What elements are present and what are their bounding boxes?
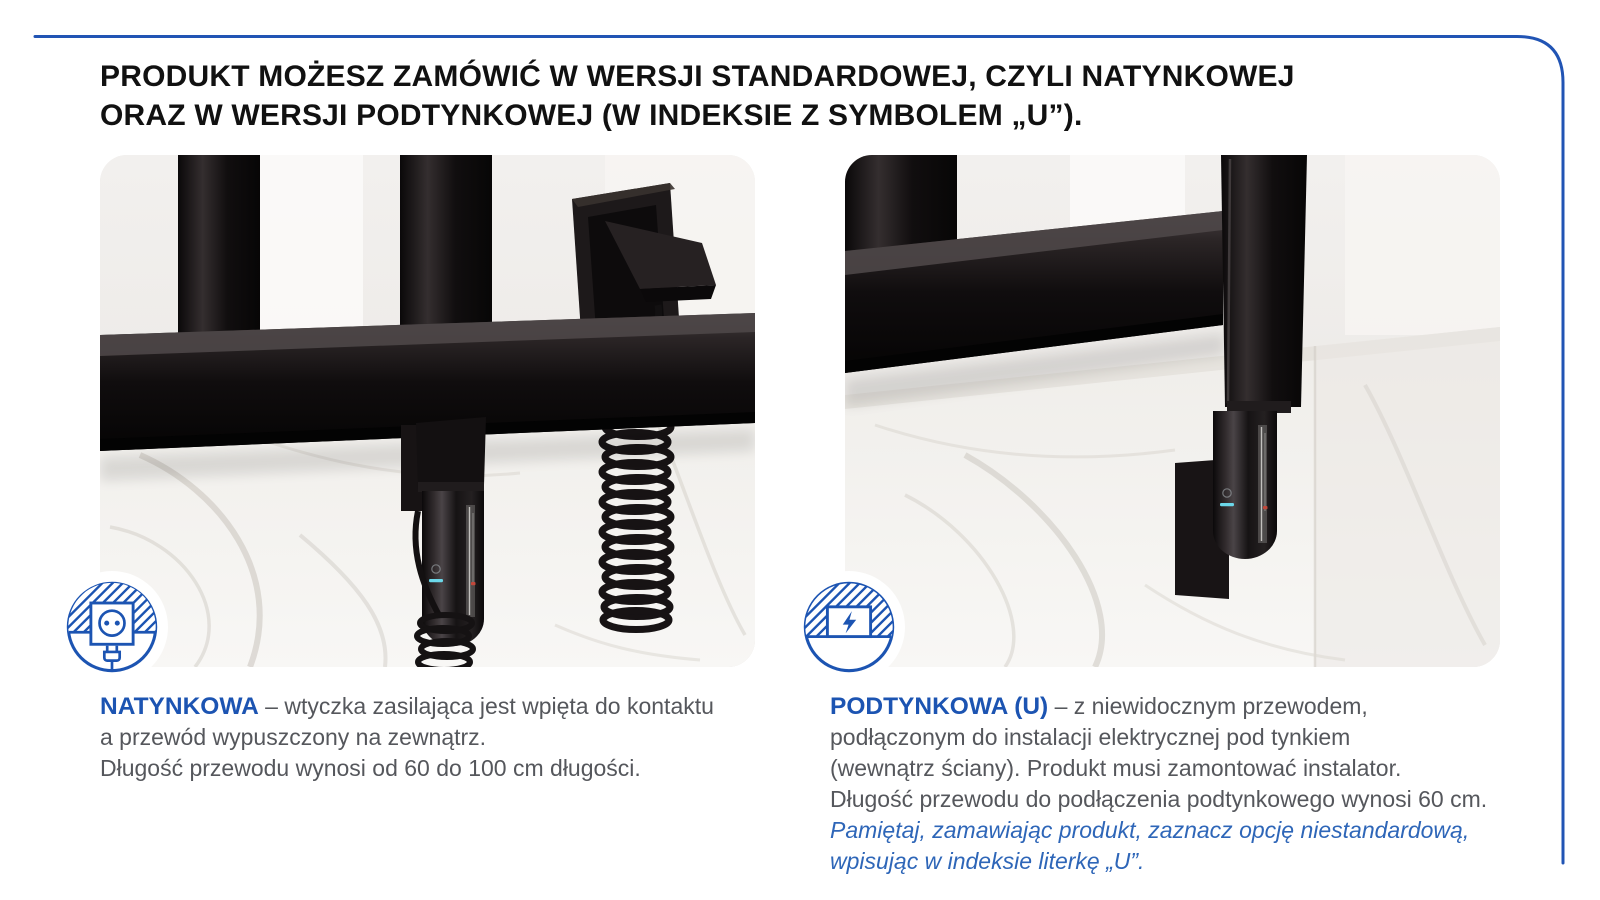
caption-podtynkowa-line1: PODTYNKOWA (U) – z niewidocznym przewodem,	[830, 693, 1368, 720]
caption-podtynkowa	[830, 691, 1487, 877]
podtynkowa-title: PODTYNKOWA (U)	[830, 693, 1049, 720]
page-title-line2: ORAZ W WERSJI PODTYNKOWEJ (W INDEKSIE Z SYMBOLEM „U”).	[100, 99, 1083, 132]
podtynkowa-note-line1: Pamiętaj, zamawiając produkt, zaznacz opcję niestandardową,	[830, 817, 1470, 843]
podtynkowa-note-line2: wpisując w indeksie literkę „U”.	[830, 848, 1145, 874]
caption-natynkowa-line3: Długość przewodu wynosi od 60 do 100 cm długości.	[100, 755, 641, 781]
photo-natynkowa-illustration	[100, 155, 755, 667]
in-wall-electric-icon	[801, 579, 897, 675]
caption-podtynkowa-line2: podłączonym do instalacji elektrycznej pod tynkiem	[830, 724, 1351, 750]
caption-podtynkowa-line3: (wewnątrz ściany). Produkt musi zamontować instalator.	[830, 755, 1402, 781]
caption-natynkowa-line1: NATYNKOWA – wtyczka zasilająca jest wpięta do kontaktu	[100, 693, 714, 720]
natynkowa-title: NATYNKOWA	[100, 693, 259, 720]
photo-natynkowa	[100, 155, 755, 667]
caption-natynkowa-line2: a przewód wypuszczony na zewnątrz.	[100, 724, 487, 750]
caption-natynkowa	[100, 691, 714, 784]
photo-podtynkowa-illustration	[845, 155, 1500, 667]
photo-podtynkowa	[845, 155, 1500, 667]
wall-socket-plug-icon	[64, 579, 160, 675]
page-title	[100, 57, 1295, 135]
page-title-line1: PRODUKT MOŻESZ ZAMÓWIĆ W WERSJI STANDARDOWEJ, CZYLI NATYNKOWEJ	[100, 60, 1295, 93]
caption-podtynkowa-line4: Długość przewodu do podłączenia podtynkowego wynosi 60 cm.	[830, 786, 1488, 812]
